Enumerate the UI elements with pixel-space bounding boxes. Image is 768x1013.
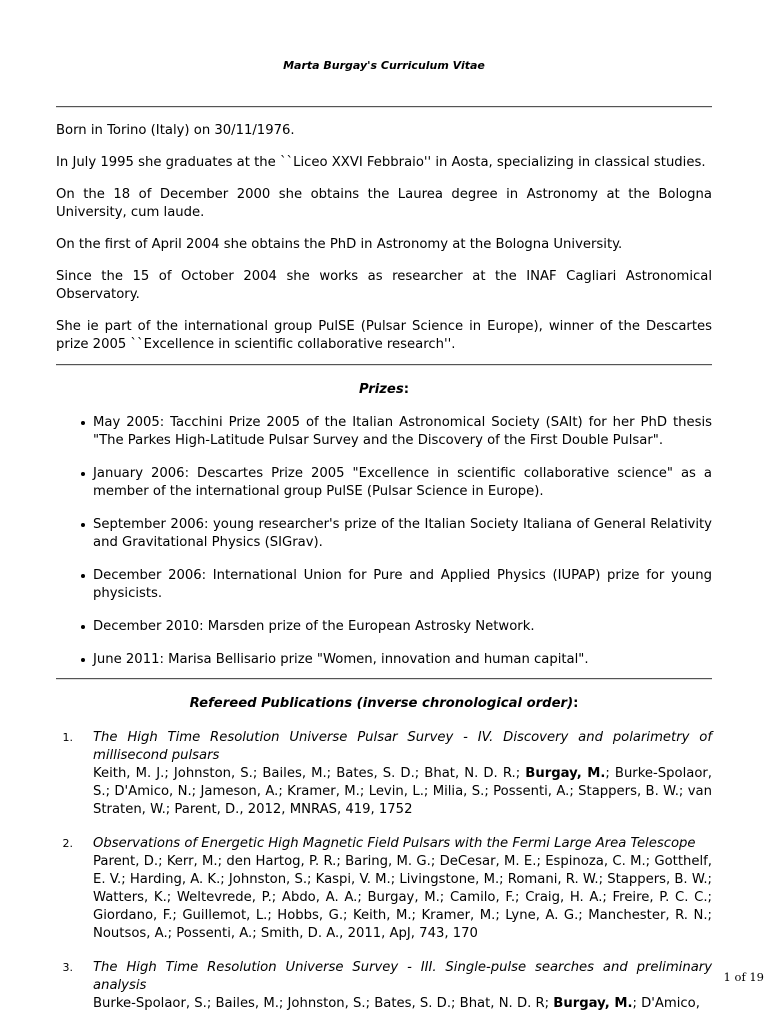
- publications-section: [56, 695, 712, 1013]
- page-indicator: 1 of 19: [723, 970, 764, 984]
- publication-item: [62, 835, 712, 943]
- page-title: Marta Burgay's Curriculum Vitae: [283, 59, 485, 72]
- divider: [56, 106, 712, 108]
- publication-authors: Keith, M. J.; Johnston, S.; Bailes, M.; Bates, S. D.; Bhat, N. D. R.; Burgay, M.; Burke-Spolaor, S.; D'Amico, N.; Jameson, A.; Kramer, M.; Levin, L.; Milia, S.; Possenti, A.; Stappers, B. W.; van Straten, W.; Parent, D., 2012, MNRAS, 419, 1752: [93, 766, 712, 817]
- publication-number: 3.: [62, 961, 73, 974]
- prize-item: September 2006: young researcher's prize of the Italian Society Italiana of General Relativity and Gravitational Physics (SIGrav).: [93, 517, 712, 550]
- prizes-section: [56, 381, 712, 678]
- prize-item: December 2006: International Union for Pure and Applied Physics (IUPAP) prize for young physicists.: [93, 568, 712, 601]
- bio-paragraph: She ie part of the international group PulSE (Pulsar Science in Europe), winner of the Descartes prize 2005 ``Excellence in scientific collaborative research''.: [56, 319, 712, 352]
- bio-paragraph: On the 18 of December 2000 she obtains the Laurea degree in Astronomy at the Bologna University, cum laude.: [56, 187, 712, 220]
- cv-content: [56, 106, 712, 1013]
- highlighted-author: Burgay, M.: [525, 766, 606, 781]
- publications-list: [56, 729, 712, 1013]
- prizes-list: [56, 414, 712, 669]
- prize-item: January 2006: Descartes Prize 2005 "Excellence in scientific collaborative science" as a member of the international group PulSE (Pulsar Science in Europe).: [93, 466, 712, 499]
- biography-section: [56, 122, 712, 364]
- bio-paragraph: Since the 15 of October 2004 she works as researcher at the INAF Cagliari Astronomical Observatory.: [56, 269, 712, 302]
- publications-heading: Refereed Publications (inverse chronological order):: [189, 696, 579, 711]
- highlighted-author: Burgay, M.: [553, 996, 633, 1011]
- prize-item: June 2011: Marisa Bellisario prize "Women, innovation and human capital".: [93, 651, 712, 669]
- publication-number: 1.: [62, 731, 73, 744]
- publication-title: The High Time Resolution Universe Survey - III. Single-pulse searches and preliminary analysis: [93, 960, 712, 993]
- publication-authors: Burke-Spolaor, S.; Bailes, M.; Johnston, S.; Bates, S. D.; Bhat, N. D. R; Burgay, M.; D'Amico,: [93, 996, 700, 1011]
- prizes-heading: Prizes:: [358, 382, 410, 397]
- divider: [56, 364, 712, 366]
- bio-paragraph: On the first of April 2004 she obtains the PhD in Astronomy at the Bologna University.: [56, 237, 623, 252]
- publication-title: The High Time Resolution Universe Pulsar Survey - IV. Discovery and polarimetry of millisecond pulsars: [93, 730, 712, 763]
- publication-authors: Parent, D.; Kerr, M.; den Hartog, P. R.; Baring, M. G.; DeCesar, M. E.; Espinoza, C. M.; Gotthelf, E. V.; Harding, A. K.; Johnston, S.; Kaspi, V. M.; Livingstone, M.; Romani, R. W.; Stappers, B. W.; Watters, K.; Weltevrede, P.; Abdo, A. A.; Burgay, M.; Camilo, F.; Craig, H. A.; Freire, P. C. C.; Giordano, F.; Guillemot, L.; Hobbs, G.; Keith, M.; Kramer, M.; Lyne, A. G.; Manchester, R. N.; Noutsos, A.; Possenti, A.; Smith, D. A., 2011, ApJ, 743, 170: [93, 854, 712, 941]
- prize-item: May 2005: Tacchini Prize 2005 of the Italian Astronomical Society (SAIt) for her PhD thesis "The Parkes High-Latitude Pulsar Survey and the Discovery of the First Double Pulsar".: [93, 415, 712, 448]
- bio-paragraph: Born in Torino (Italy) on 30/11/1976.: [56, 123, 295, 138]
- publication-title: Observations of Energetic High Magnetic Field Pulsars with the Fermi Large Area Telescope: [93, 836, 696, 851]
- divider: [56, 678, 712, 680]
- publication-number: 2.: [62, 837, 73, 850]
- publication-item: [62, 729, 712, 819]
- prize-item: December 2010: Marsden prize of the European Astrosky Network.: [93, 618, 712, 636]
- bio-paragraph: In July 1995 she graduates at the ``Liceo XXVI Febbraio'' in Aosta, specializing in classical studies.: [56, 155, 706, 170]
- publication-item: [62, 959, 712, 1013]
